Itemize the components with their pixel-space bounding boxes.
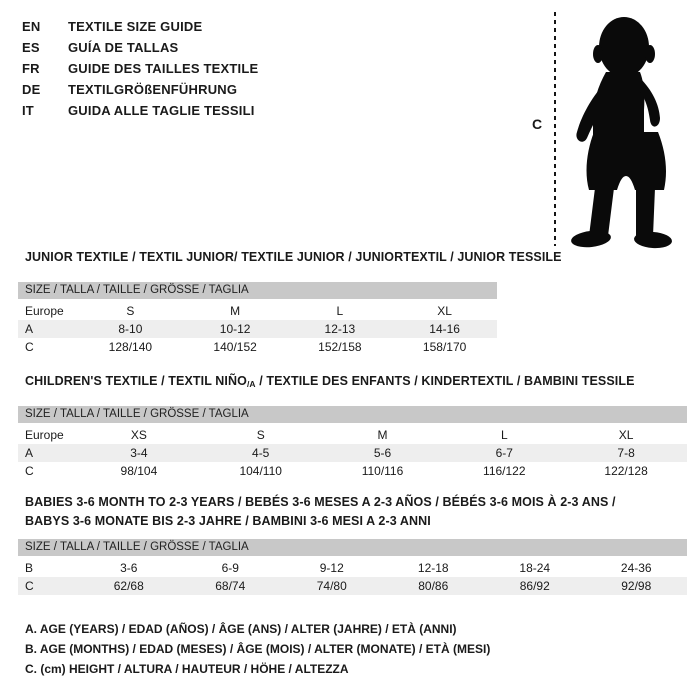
row-label: Europe <box>25 428 64 442</box>
height-cell: 140/152 <box>213 340 257 354</box>
age-cell: 7-8 <box>617 446 635 460</box>
size-header-bar: SIZE / TALLA / TAILLE / GRÖSSE / TAGLIA <box>18 406 687 423</box>
language-code: EN <box>22 19 41 34</box>
language-row <box>22 79 258 100</box>
children-heading-post: / TEXTILE DES ENFANTS / KINDERTEXTIL / BAMBINI TESSILE <box>255 374 635 388</box>
size-cell: M <box>377 428 388 442</box>
language-label: TEXTILE SIZE GUIDE <box>68 19 203 34</box>
age-cell: 3-4 <box>130 446 148 460</box>
age-cell: 12-13 <box>324 322 356 336</box>
footnote-c: C. (cm) HEIGHT / ALTURA / HAUTEUR / HÖHE / ALTEZZA <box>25 662 349 676</box>
language-code: DE <box>22 82 41 97</box>
children-heading <box>25 374 635 389</box>
size-cell: S <box>126 304 135 318</box>
size-cell: XL <box>437 304 452 318</box>
age-cell: 14-16 <box>429 322 460 336</box>
height-cell: 122/128 <box>604 464 648 478</box>
language-row <box>22 37 258 58</box>
row-label: C <box>25 340 34 354</box>
table-row-age <box>18 444 687 462</box>
height-cell: 116/122 <box>483 464 526 478</box>
row-label: C <box>25 464 34 478</box>
height-cell: 92/98 <box>621 579 652 593</box>
table-row-europe <box>18 426 687 444</box>
table-row-height <box>18 338 497 356</box>
age-cell: 6-9 <box>221 561 239 575</box>
age-cell: 6-7 <box>495 446 513 460</box>
age-cell: 12-18 <box>417 561 449 575</box>
age-cell: 18-24 <box>519 561 551 575</box>
children-heading-sub: /A <box>246 379 256 389</box>
language-legend <box>22 16 258 121</box>
age-cell: 5-6 <box>373 446 392 460</box>
height-cell: 80/86 <box>418 579 449 593</box>
language-label: GUIDA ALLE TAGLIE TESSILI <box>68 103 255 118</box>
footnote-b: B. AGE (MONTHS) / EDAD (MESES) / ÂGE (MOIS) / ALTER (MONATE) / ETÀ (MESI) <box>25 642 491 656</box>
age-cell: 10-12 <box>219 322 251 336</box>
table-row-age-months <box>18 559 687 577</box>
language-row <box>22 58 258 79</box>
junior-heading: JUNIOR TEXTILE / TEXTIL JUNIOR/ TEXTILE JUNIOR / JUNIORTEXTIL / JUNIOR TESSILE <box>25 250 562 264</box>
row-label: Europe <box>25 304 64 318</box>
height-cell: 152/158 <box>318 340 362 354</box>
row-label: C <box>25 579 34 593</box>
size-cell: XS <box>130 428 147 442</box>
language-row <box>22 100 258 121</box>
size-cell: XL <box>618 428 634 442</box>
size-cell: L <box>500 428 508 442</box>
baby-figure <box>520 4 700 252</box>
row-label: A <box>25 322 34 336</box>
row-label: B <box>25 561 34 575</box>
size-cell: S <box>256 428 265 442</box>
language-code: ES <box>22 40 40 55</box>
height-cell: 128/140 <box>108 340 153 354</box>
language-label: GUÍA DE TALLAS <box>68 40 179 55</box>
language-label: GUIDE DES TAILLES TEXTILE <box>68 61 259 76</box>
table-row-europe <box>18 302 497 320</box>
size-header-bar: SIZE / TALLA / TAILLE / GRÖSSE / TAGLIA <box>18 539 687 556</box>
children-table <box>18 406 687 480</box>
height-cell: 68/74 <box>215 579 246 593</box>
babies-table <box>18 539 687 595</box>
age-cell: 8-10 <box>118 322 143 336</box>
height-cell: 98/104 <box>120 464 158 478</box>
row-label: A <box>25 446 34 460</box>
babies-heading <box>25 493 685 531</box>
size-cell: L <box>336 304 344 318</box>
size-header-bar: SIZE / TALLA / TAILLE / GRÖSSE / TAGLIA <box>18 282 497 299</box>
babies-heading-line2: BABYS 3-6 MONATE BIS 2-3 JAHRE / BAMBINI 3-6 MESI A 2-3 ANNI <box>25 514 431 528</box>
footnote-a: A. AGE (YEARS) / EDAD (AÑOS) / ÂGE (ANS) / ALTER (JAHRE) / ETÀ (ANNI) <box>25 622 457 636</box>
babies-heading-line1: BABIES 3-6 MONTH TO 2-3 YEARS / BEBÉS 3-6 MESES A 2-3 AÑOS / BÉBÉS 3-6 MOIS À 2-3 ANS / <box>25 495 616 509</box>
table-row-height <box>18 577 687 595</box>
height-cell: 158/170 <box>422 340 467 354</box>
height-marker-label: C <box>532 116 543 132</box>
table-row-age <box>18 320 497 338</box>
language-code: FR <box>22 61 40 76</box>
junior-table <box>18 282 497 356</box>
age-cell: 9-12 <box>319 561 344 575</box>
baby-silhouette-icon <box>564 6 700 250</box>
height-cell: 104/110 <box>239 464 282 478</box>
language-label: TEXTILGRÖßENFÜHRUNG <box>68 82 238 97</box>
table-row-height <box>18 462 687 480</box>
size-cell: M <box>230 304 241 318</box>
height-cell: 86/92 <box>519 579 550 593</box>
height-cell: 110/116 <box>361 464 404 478</box>
children-heading-pre: CHILDREN'S TEXTILE / TEXTIL NIÑO <box>25 374 247 388</box>
age-cell: 4-5 <box>252 446 270 460</box>
language-code: IT <box>22 103 34 118</box>
height-dashed-line <box>554 12 556 246</box>
height-cell: 62/68 <box>113 579 144 593</box>
age-cell: 24-36 <box>620 561 652 575</box>
height-cell: 74/80 <box>316 579 347 593</box>
age-cell: 3-6 <box>120 561 138 575</box>
footnotes <box>25 619 490 679</box>
language-row <box>22 16 258 37</box>
